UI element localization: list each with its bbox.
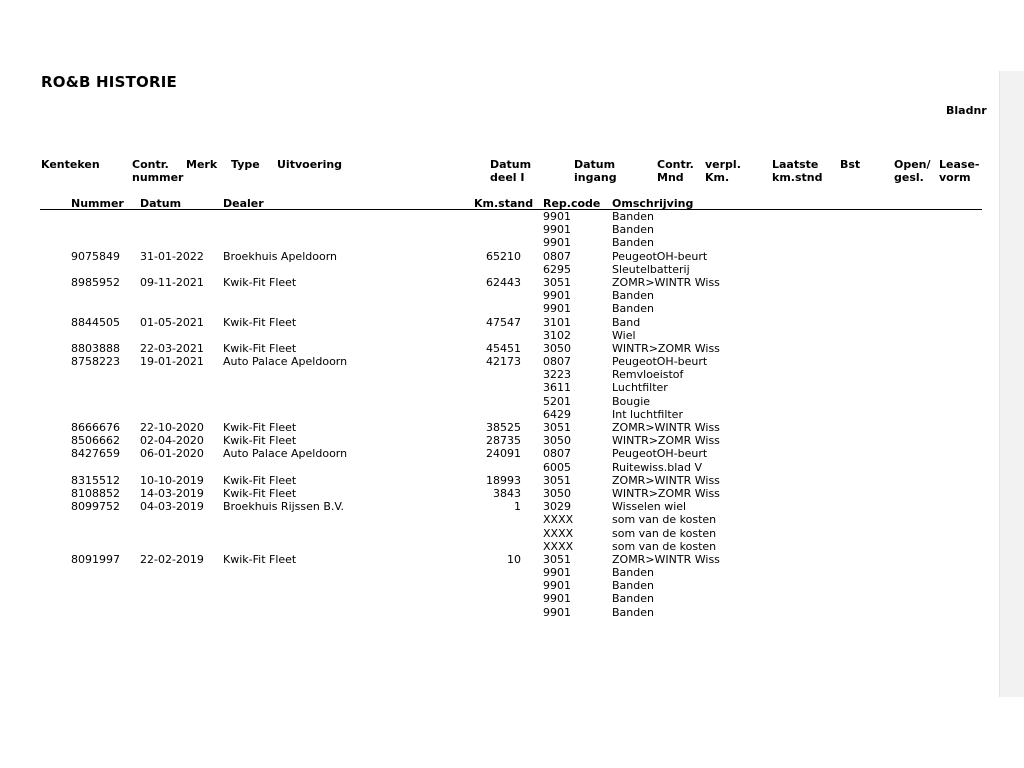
header-laatste-kmstnd: Laatste km.stnd [772,158,823,184]
cell-omschrijving: Banden [612,592,654,606]
cell-datum: 22-10-2020 [140,421,204,434]
cell-kmstand: 10 [507,552,521,566]
table-row [0,236,1000,249]
cell-omschrijving: Band [612,315,641,329]
table-row [0,540,1000,553]
cell-kmstand: 45451 [486,341,521,355]
header-bst: Bst [840,158,861,171]
cell-repcode: 6005 [543,460,571,474]
cell-dealer: Kwik-Fit Fleet [223,315,297,329]
table-row [0,461,1000,474]
header-datum-deel: Datum deel I [490,158,532,184]
cell-repcode: 6429 [543,407,571,421]
cell-omschrijving: Banden [612,223,654,237]
cell-repcode: 3051 [543,552,571,566]
cell-repcode: XXXX [543,539,574,553]
table-row [0,474,1000,487]
cell-dealer: Broekhuis Rijssen B.V. [223,500,345,514]
cell-repcode: 3051 [543,275,571,289]
header-open-gesl: Open/ gesl. [894,158,931,184]
table-row [0,210,1000,223]
table-row [0,513,1000,526]
table-row [0,421,1000,434]
cell-repcode: XXXX [543,513,574,527]
cell-repcode: 3101 [543,315,571,329]
cell-nummer: 8108852 [71,486,120,500]
cell-datum: 10-10-2019 [140,473,204,487]
table-row [0,302,1000,315]
cell-omschrijving: Bougie [612,394,651,408]
cell-repcode: 3050 [543,341,571,355]
cell-dealer: Kwik-Fit Fleet [223,434,297,448]
cell-kmstand: 62443 [486,275,521,289]
cell-repcode: 3051 [543,473,571,487]
cell-kmstand: 38525 [486,421,521,434]
table-row [0,250,1000,263]
cell-omschrijving: som van de kosten [612,513,717,527]
cell-omschrijving: Banden [612,579,654,593]
cell-omschrijving: som van de kosten [612,526,717,540]
table-row [0,434,1000,447]
cell-repcode: 0807 [543,249,571,263]
vertical-scrollbar[interactable] [999,71,1024,697]
subheader-repcode: Rep.code [543,197,601,210]
cell-nummer: 8666676 [71,421,120,434]
cell-repcode: 9901 [543,605,571,619]
cell-dealer: Auto Palace Apeldoorn [223,447,348,461]
cell-nummer: 9075849 [71,249,120,263]
table-row [0,223,1000,236]
table-row [0,566,1000,579]
cell-nummer: 8985952 [71,275,120,289]
cell-kmstand: 1 [514,500,521,514]
cell-repcode: 9901 [543,592,571,606]
cell-omschrijving: PeugeotOH-beurt [612,249,708,263]
cell-dealer: Kwik-Fit Fleet [223,275,297,289]
cell-repcode: 9901 [543,302,571,316]
cell-omschrijving: Wiel [612,328,636,342]
cell-omschrijving: Wisselen wiel [612,500,687,514]
cell-kmstand: 24091 [486,447,521,461]
table-row [0,487,1000,500]
cell-repcode: 9901 [543,566,571,580]
cell-omschrijving: ZOMR>WINTR Wiss [612,421,720,434]
cell-omschrijving: Banden [612,605,654,619]
table-row [0,408,1000,421]
cell-nummer: 8315512 [71,473,120,487]
cell-datum: 22-02-2019 [140,552,204,566]
cell-nummer: 8758223 [71,355,120,369]
cell-repcode: 3102 [543,328,571,342]
table-row [0,289,1000,302]
cell-repcode: 3611 [543,381,571,395]
subheader-dealer: Dealer [223,197,264,210]
cell-omschrijving: ZOMR>WINTR Wiss [612,473,720,487]
cell-repcode: XXXX [543,526,574,540]
table-row [0,342,1000,355]
subheader-kmstand: Km.stand [474,197,534,210]
header-contr-nummer: Contr. nummer [132,158,184,184]
table-row [0,329,1000,342]
cell-repcode: 9901 [543,236,571,250]
cell-repcode: 0807 [543,447,571,461]
cell-nummer: 8803888 [71,341,120,355]
header-type: Type [231,158,260,171]
cell-repcode: 9901 [543,210,571,223]
cell-omschrijving: ZOMR>WINTR Wiss [612,552,720,566]
subheader-datum: Datum [140,197,182,210]
table-row [0,316,1000,329]
cell-datum: 06-01-2020 [140,447,204,461]
header-kenteken: Kenteken [41,158,100,171]
cell-omschrijving: som van de kosten [612,539,717,553]
cell-repcode: 5201 [543,394,571,408]
cell-omschrijving: PeugeotOH-beurt [612,355,708,369]
table-row [0,395,1000,408]
history-rows [0,210,1000,619]
cell-nummer: 8844505 [71,315,120,329]
cell-repcode: 3050 [543,486,571,500]
table-row [0,500,1000,513]
bladnr-label: Bladnr [946,104,987,117]
cell-repcode: 3050 [543,434,571,448]
table-row [0,381,1000,394]
cell-omschrijving: Banden [612,289,654,303]
cell-datum: 31-01-2022 [140,249,204,263]
table-row [0,592,1000,605]
cell-omschrijving: WINTR>ZOMR Wiss [612,434,720,448]
cell-omschrijving: Banden [612,236,654,250]
cell-kmstand: 18993 [486,473,521,487]
cell-repcode: 9901 [543,579,571,593]
cell-dealer: Kwik-Fit Fleet [223,486,297,500]
cell-repcode: 6295 [543,262,571,276]
cell-repcode: 3029 [543,500,571,514]
header-contr-mnd: Contr. Mnd [657,158,694,184]
cell-datum: 09-11-2021 [140,275,204,289]
cell-kmstand: 28735 [486,434,521,448]
cell-repcode: 9901 [543,289,571,303]
cell-datum: 22-03-2021 [140,341,204,355]
cell-datum: 19-01-2021 [140,355,204,369]
header-verpl-km: verpl. Km. [705,158,741,184]
table-row [0,276,1000,289]
header-uitvoering: Uitvoering [277,158,343,171]
cell-dealer: Kwik-Fit Fleet [223,341,297,355]
table-row [0,553,1000,566]
cell-omschrijving: Banden [612,210,654,223]
table-row [0,447,1000,460]
cell-dealer: Broekhuis Apeldoorn [223,249,337,263]
cell-nummer: 8506662 [71,434,120,448]
cell-omschrijving: WINTR>ZOMR Wiss [612,341,720,355]
cell-repcode: 3051 [543,421,571,434]
cell-omschrijving: Banden [612,302,654,316]
cell-dealer: Auto Palace Apeldoorn [223,355,348,369]
cell-datum: 01-05-2021 [140,315,204,329]
cell-kmstand: 65210 [486,249,521,263]
cell-omschrijving: Sleutelbatterij [612,262,690,276]
cell-omschrijving: WINTR>ZOMR Wiss [612,486,720,500]
cell-nummer: 8091997 [71,552,120,566]
cell-repcode: 3223 [543,368,571,382]
cell-dealer: Kwik-Fit Fleet [223,552,297,566]
table-row [0,355,1000,368]
cell-kmstand: 47547 [486,315,521,329]
cell-omschrijving: PeugeotOH-beurt [612,447,708,461]
cell-repcode: 9901 [543,223,571,237]
cell-omschrijving: Int luchtfilter [612,407,683,421]
report-title: RO&B HISTORIE [41,73,177,91]
header-merk: Merk [186,158,218,171]
cell-nummer: 8099752 [71,500,120,514]
subheader-omschrijving: Omschrijving [612,197,694,210]
table-row [0,263,1000,276]
cell-omschrijving: Luchtfilter [612,381,668,395]
cell-dealer: Kwik-Fit Fleet [223,473,297,487]
cell-omschrijving: Banden [612,566,654,580]
table-row [0,368,1000,381]
cell-repcode: 0807 [543,355,571,369]
cell-omschrijving: ZOMR>WINTR Wiss [612,275,720,289]
table-row [0,579,1000,592]
table-row [0,606,1000,619]
header-datum-ingang: Datum ingang [574,158,617,184]
header-lease-vorm: Lease- vorm [939,158,980,184]
cell-datum: 02-04-2020 [140,434,204,448]
table-row [0,527,1000,540]
cell-dealer: Kwik-Fit Fleet [223,421,297,434]
cell-nummer: 8427659 [71,447,120,461]
cell-kmstand: 3843 [493,486,521,500]
cell-datum: 14-03-2019 [140,486,204,500]
cell-omschrijving: Ruitewiss.blad V [612,460,703,474]
cell-omschrijving: Remvloeistof [612,368,684,382]
subheader-nummer: Nummer [71,197,124,210]
cell-kmstand: 42173 [486,355,521,369]
cell-datum: 04-03-2019 [140,500,204,514]
